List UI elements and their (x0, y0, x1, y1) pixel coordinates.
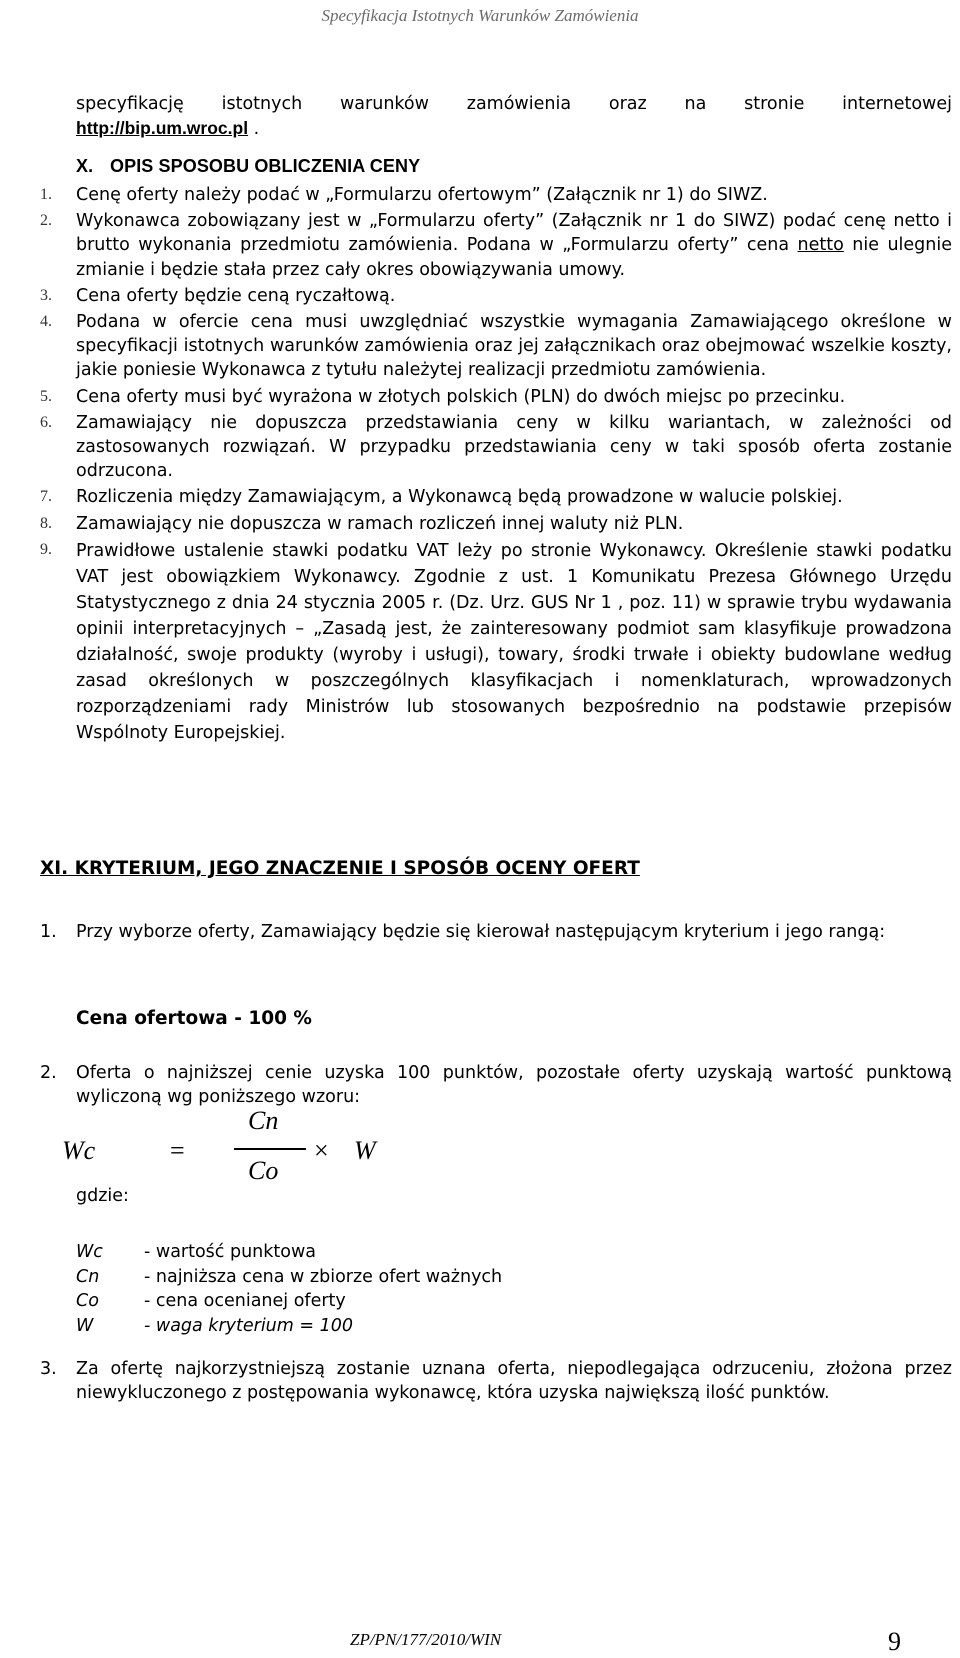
legend-row (76, 1314, 502, 1339)
formula-times: × (314, 1136, 329, 1165)
legend-symbol: Cn (76, 1266, 100, 1287)
item-text: Za ofertę najkorzystniejszą zostanie uznana oferta, niepodlegająca odrzuceniu, złożona przez niewykluczonego z postępowania wykonawcę, która uzyska największą ilość punktów. (76, 1359, 952, 1404)
item-marker: 2. (40, 212, 52, 230)
item-text-part-a: Wykonawca zobowiązany jest w „Formularzu oferty” (Załącznik nr 1 do SIWZ) podać cenę netto i brutto wykonania przedmiotu zamówienia. Podana w „Formularzu oferty” cena (76, 211, 952, 256)
list-item (40, 1357, 952, 1405)
item-marker: 4. (40, 313, 52, 331)
item-marker: 8. (40, 514, 52, 532)
legend-desc: - wartość punktowa (144, 1242, 317, 1262)
legend-desc: - najniższa cena w zbiorze ofert ważnych (144, 1266, 503, 1287)
legend-row (76, 1289, 502, 1314)
list-item (40, 512, 952, 536)
item-marker: 6. (40, 413, 52, 431)
page-number: 9 (888, 1627, 901, 1656)
formula-rhs: W (354, 1136, 376, 1165)
intro-link-line (76, 116, 952, 141)
intro-paragraph (76, 92, 952, 141)
item-text: Prawidłowe ustalenie stawki podatku VAT leży po stronie Wykonawcy. Określenie stawki podatku VAT jest obowiązkiem Wykonawcy. Zgodnie z ust. 1 Komunikatu Prezesa Głównego Urzędu Statystycznego z dnia 24 stycznia 2005 r. (Dz. Urz. GUS Nr 1 , poz. 11) w sprawie trybu wydawania opinii interpretacyjnych – „Zasadą jest, że zainteresowany podmiot sam klasyfikuje prowadzona działalność, swoje produkty (wyroby i usługi), towary, środki trwałe i obiekty budowlane według zasad określonych w poszczególnych klasyfikacjach i nomenklaturach, wprowadzonych rozporządzeniami rady Ministrów lub stosowanych bezpośrednio na podstawie przepisów Wspólnoty Europejskiej. (76, 540, 952, 743)
item-marker: 9. (40, 540, 52, 558)
list-item (40, 411, 952, 484)
item-marker: 7. (40, 488, 52, 506)
list-item (40, 183, 952, 207)
netto-underlined: netto (797, 235, 844, 256)
legend-symbol: Co (76, 1291, 99, 1311)
item-text: Zamawiający nie dopuszcza przedstawiania ceny w kilku wariantach, w zależności od zastosowanych rozwiązań. W przypadku przedstawiania ceny w taki sposób oferta zostanie odrzucona. (76, 412, 952, 482)
intro-line: specyfikację istotnych warunków zamówienia oraz na stronie internetowej (76, 94, 952, 114)
section-10-list (40, 183, 952, 746)
item-marker: 1. (40, 186, 52, 203)
list-item (40, 920, 952, 944)
fraction-bar (234, 1148, 306, 1150)
item-text-part-b: nie ulegnie zmianie i będzie stała przez cały okres obowiązywania umowy. (76, 235, 952, 280)
section-10-heading (76, 156, 420, 177)
item-text: Zamawiający nie dopuszcza w ramach rozliczeń innej waluty niż PLN. (76, 513, 684, 534)
item-text: Rozliczenia między Zamawiającym, a Wykonawcą będą prowadzone w walucie polskiej. (76, 487, 843, 508)
list-item (40, 310, 952, 383)
document-code: ZP/PN/177/2010/WIN (350, 1630, 502, 1649)
section-11-item-1 (40, 920, 952, 944)
list-item (40, 209, 952, 282)
legend-symbol: Wc (76, 1242, 103, 1262)
section-11-heading: XI. KRYTERIUM, JEGO ZNACZENIE I SPOSÓB OCENY OFERT (40, 858, 640, 879)
bip-link[interactable]: http://bip.um.wroc.pl (76, 118, 249, 139)
legend-desc: - cena ocenianej oferty (144, 1291, 346, 1311)
item-text: Oferta o najniższej cenie uzyska 100 punktów, pozostałe oferty uzyskają wartość punktową wyliczoną wg poniższego wzoru: (76, 1063, 952, 1108)
item-marker: 3. (40, 286, 52, 304)
formula-equals: = (170, 1136, 185, 1165)
item-marker: 2. (40, 1063, 57, 1083)
item-text (76, 209, 952, 282)
criterion-line: Cena ofertowa - 100 % (76, 1008, 312, 1029)
formula-legend (76, 1240, 502, 1338)
item-text: Cena oferty będzie ceną ryczałtową. (76, 285, 396, 306)
formula-lhs: Wc (62, 1136, 96, 1165)
legend-row (76, 1265, 502, 1290)
running-header: Specyfikacja Istotnych Warunków Zamówienia (321, 6, 639, 25)
list-item (40, 385, 952, 409)
list-item (40, 284, 952, 308)
legend-row (76, 1240, 502, 1265)
item-text: Przy wyborze oferty, Zamawiający będzie się kierował następującym kryterium i jego rangą: (76, 922, 886, 942)
section-10-title: OPIS SPOSOBU OBLICZENIA CENY (110, 156, 421, 176)
legend-symbol: W (76, 1315, 94, 1336)
item-marker: 5. (40, 387, 52, 405)
formula-numerator: Cn (248, 1106, 279, 1135)
list-item (40, 538, 952, 746)
intro-tail: . (248, 119, 260, 140)
item-text: Podana w ofercie cena musi uwzględniać wszystkie wymagania Zamawiającego określone w specyfikacji istotnych warunków zamówienia oraz jej załącznikach oraz obejmować wszelkie koszty, jakie poniesie Wykonawca z tytułu należytej realizacji przedmiotu zamówienia. (76, 312, 952, 381)
item-marker: 1. (40, 922, 57, 942)
section-10-number: X. (76, 156, 94, 176)
item-text: Cenę oferty należy podać w „Formularzu ofertowym” (Załącznik nr 1) do SIWZ. (76, 185, 768, 205)
legend-desc: - waga kryterium = 100 (144, 1315, 354, 1336)
item-marker: 3. (40, 1359, 57, 1379)
item-text: Cena oferty musi być wyrażona w złotych polskich (PLN) do dwóch miejsc po przecinku. (76, 386, 846, 407)
where-label: gdzie: (76, 1186, 129, 1206)
formula-denominator: Co (248, 1156, 279, 1185)
section-11-item-3 (40, 1357, 952, 1405)
list-item (40, 485, 952, 509)
